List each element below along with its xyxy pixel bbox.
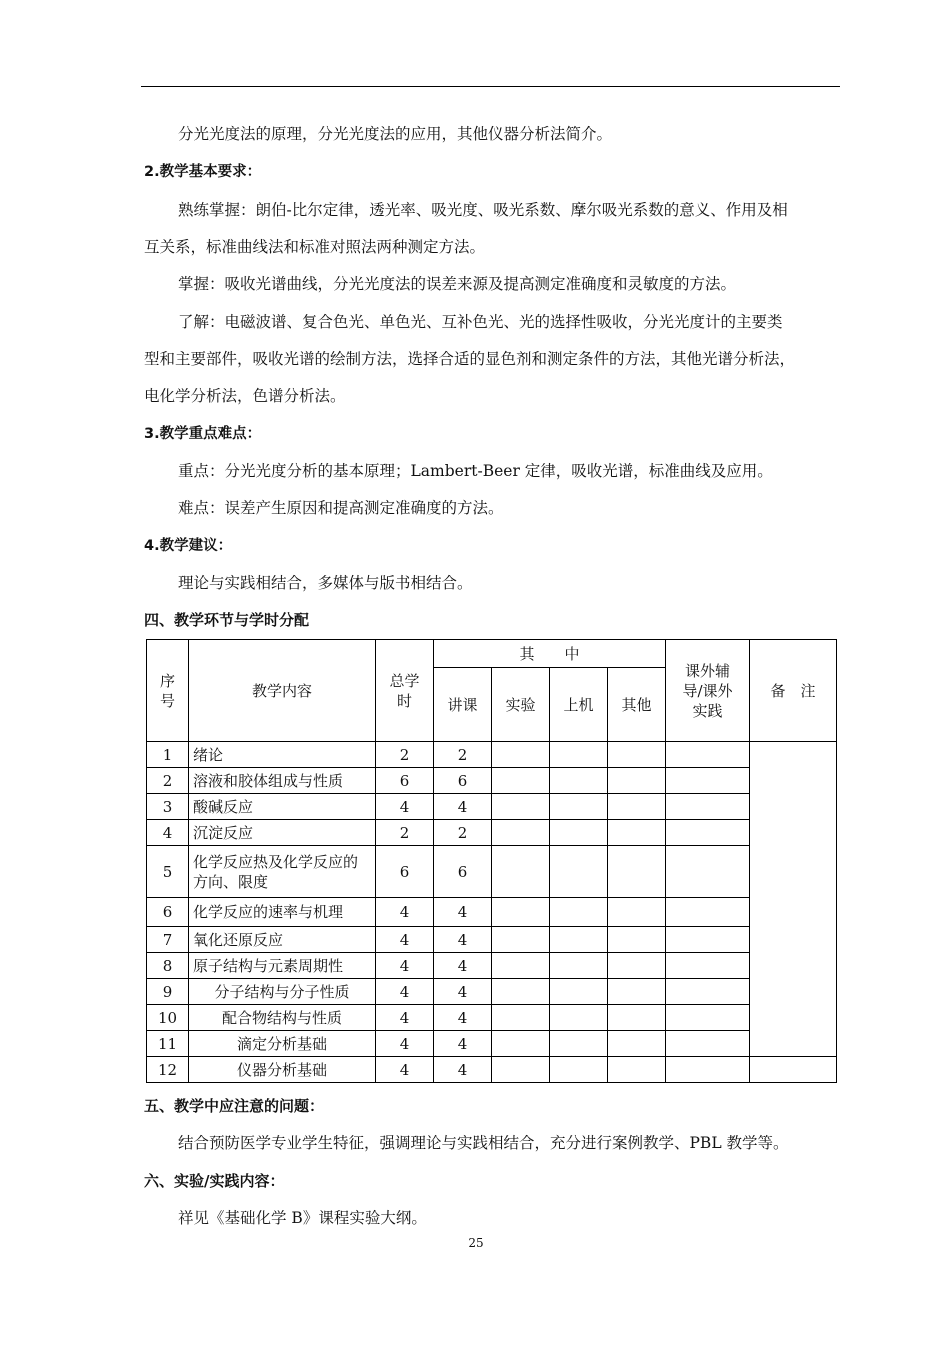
row-lab [492,927,550,953]
header-other: 其他 [608,668,666,742]
row-other [608,846,666,898]
row-other [608,820,666,846]
header-among: 其 中 [434,640,666,668]
row-computer [550,1057,608,1083]
row-no: 4 [147,820,189,846]
row-content: 绪论 [189,742,376,768]
header-no: 序号 [147,640,189,742]
table-row [147,794,837,820]
row-content: 分子结构与分子性质 [189,979,376,1005]
row-lab [492,898,550,927]
row-no: 9 [147,979,189,1005]
row-computer [550,794,608,820]
header-rule [141,86,840,87]
header-computer: 上机 [550,668,608,742]
table-row [147,927,837,953]
table-row [147,768,837,794]
section-6-heading: 六、实验/实践内容： [144,1172,285,1190]
hours-allocation-table [146,639,837,1083]
row-other [608,1005,666,1031]
row-extra [666,1031,750,1057]
row-content: 酸碱反应 [189,794,376,820]
table-row [147,953,837,979]
row-total: 4 [376,898,434,927]
row-extra [666,927,750,953]
row-other [608,1057,666,1083]
row-lecture: 4 [434,1031,492,1057]
row-total: 2 [376,820,434,846]
row-computer [550,846,608,898]
row-lecture: 6 [434,846,492,898]
key-points: 重点：分光光度分析的基本原理；Lambert-Beer 定律，吸收光谱，标准曲线及应用。 [178,462,773,480]
row-extra [666,953,750,979]
requirement-master-line2: 互关系，标准曲线法和标准对照法两种测定方法。 [144,238,486,256]
row-other [608,898,666,927]
section-2-heading: 2.教学基本要求： [144,164,262,180]
header-notes: 备 注 [750,640,837,742]
row-extra [666,742,750,768]
requirement-understand-line2: 型和主要部件，吸收光谱的绘制方法，选择合适的显色剂和测定条件的方法，其他光谱分析法， [144,350,796,368]
row-no: 12 [147,1057,189,1083]
row-total: 4 [376,979,434,1005]
row-lab [492,794,550,820]
row-total: 2 [376,742,434,768]
table-row [147,846,837,898]
table-row [147,898,837,927]
row-notes [750,1057,837,1083]
section-4-heading: 4.教学建议： [144,538,233,554]
row-lecture: 6 [434,768,492,794]
row-content: 化学反应热及化学反应的方向、限度 [189,846,376,898]
table-header-row [147,640,837,668]
table-row [147,979,837,1005]
page-number: 25 [468,1236,484,1250]
row-total: 4 [376,927,434,953]
row-no: 8 [147,953,189,979]
row-content: 氧化还原反应 [189,927,376,953]
header-extracurricular: 课外辅导/课外实践 [666,640,750,742]
row-total: 6 [376,768,434,794]
row-content: 滴定分析基础 [189,1031,376,1057]
table-row [147,1057,837,1083]
requirement-understand-line3: 电化学分析法，色谱分析法。 [144,387,346,405]
row-no: 10 [147,1005,189,1031]
lab-content-text: 祥见《基础化学 B》课程实验大纲。 [178,1209,427,1227]
row-no: 11 [147,1031,189,1057]
header-lecture: 讲课 [434,668,492,742]
row-lab [492,846,550,898]
row-other [608,979,666,1005]
section-3-heading: 3.教学重点难点： [144,426,262,442]
row-other [608,953,666,979]
row-lab [492,1005,550,1031]
row-computer [550,1031,608,1057]
row-lecture: 4 [434,953,492,979]
row-other [608,742,666,768]
row-content: 仪器分析基础 [189,1057,376,1083]
teaching-suggestion: 理论与实践相结合，多媒体与版书相结合。 [178,574,473,592]
header-total-hours: 总学时 [376,640,434,742]
row-total: 4 [376,1057,434,1083]
row-no: 6 [147,898,189,927]
row-lab [492,768,550,794]
row-lecture: 4 [434,979,492,1005]
row-computer [550,927,608,953]
row-no: 2 [147,768,189,794]
row-content: 原子结构与元素周期性 [189,953,376,979]
row-content: 沉淀反应 [189,820,376,846]
row-computer [550,742,608,768]
row-lecture: 4 [434,898,492,927]
table-row [147,742,837,768]
row-lecture: 4 [434,1005,492,1031]
row-lab [492,1057,550,1083]
row-computer [550,979,608,1005]
row-computer [550,768,608,794]
row-other [608,927,666,953]
teaching-attention-text: 结合预防医学专业学生特征，强调理论与实践相结合，充分进行案例教学、PBL 教学等。 [178,1134,789,1152]
row-other [608,794,666,820]
table-row [147,820,837,846]
row-total: 6 [376,846,434,898]
row-lab [492,742,550,768]
requirement-understand-line1: 了解：电磁波谱、复合色光、单色光、互补色光、光的选择性吸收，分光光度计的主要类 [178,313,783,331]
row-total: 4 [376,1031,434,1057]
row-computer [550,953,608,979]
section-5-heading: 五、教学中应注意的问题： [144,1097,325,1115]
row-extra [666,1057,750,1083]
row-total: 4 [376,953,434,979]
row-total: 4 [376,794,434,820]
row-lecture: 4 [434,1057,492,1083]
row-lab [492,820,550,846]
row-computer [550,1005,608,1031]
row-extra [666,794,750,820]
row-total: 4 [376,1005,434,1031]
row-lab [492,1031,550,1057]
row-lab [492,953,550,979]
table-row [147,1005,837,1031]
row-lecture: 2 [434,820,492,846]
row-extra [666,846,750,898]
row-extra [666,898,750,927]
table-row [147,1031,837,1057]
row-no: 1 [147,742,189,768]
header-lab: 实验 [492,668,550,742]
requirement-master-line1: 熟练掌握：朗伯-比尔定律，透光率、吸光度、吸光系数、摩尔吸光系数的意义、作用及相 [178,201,788,219]
intro-paragraph: 分光光度法的原理，分光光度法的应用，其他仪器分析法简介。 [178,125,613,143]
row-extra [666,1005,750,1031]
row-other [608,1031,666,1057]
row-extra [666,979,750,1005]
difficult-points: 难点：误差产生原因和提高测定准确度的方法。 [178,499,504,517]
row-extra [666,768,750,794]
row-no: 3 [147,794,189,820]
notes-cell [750,742,837,1057]
row-lecture: 4 [434,927,492,953]
row-computer [550,898,608,927]
row-computer [550,820,608,846]
header-content: 教学内容 [189,640,376,742]
row-lecture: 4 [434,794,492,820]
row-content: 化学反应的速率与机理 [189,898,376,927]
row-other [608,768,666,794]
requirement-grasp: 掌握：吸收光谱曲线，分光光度法的误差来源及提高测定准确度和灵敏度的方法。 [178,275,737,293]
row-content: 溶液和胶体组成与性质 [189,768,376,794]
row-content: 配合物结构与性质 [189,1005,376,1031]
row-lab [492,979,550,1005]
hours-allocation-heading: 四、教学环节与学时分配 [144,611,310,629]
row-lecture: 2 [434,742,492,768]
row-extra [666,820,750,846]
row-no: 7 [147,927,189,953]
row-no: 5 [147,846,189,898]
